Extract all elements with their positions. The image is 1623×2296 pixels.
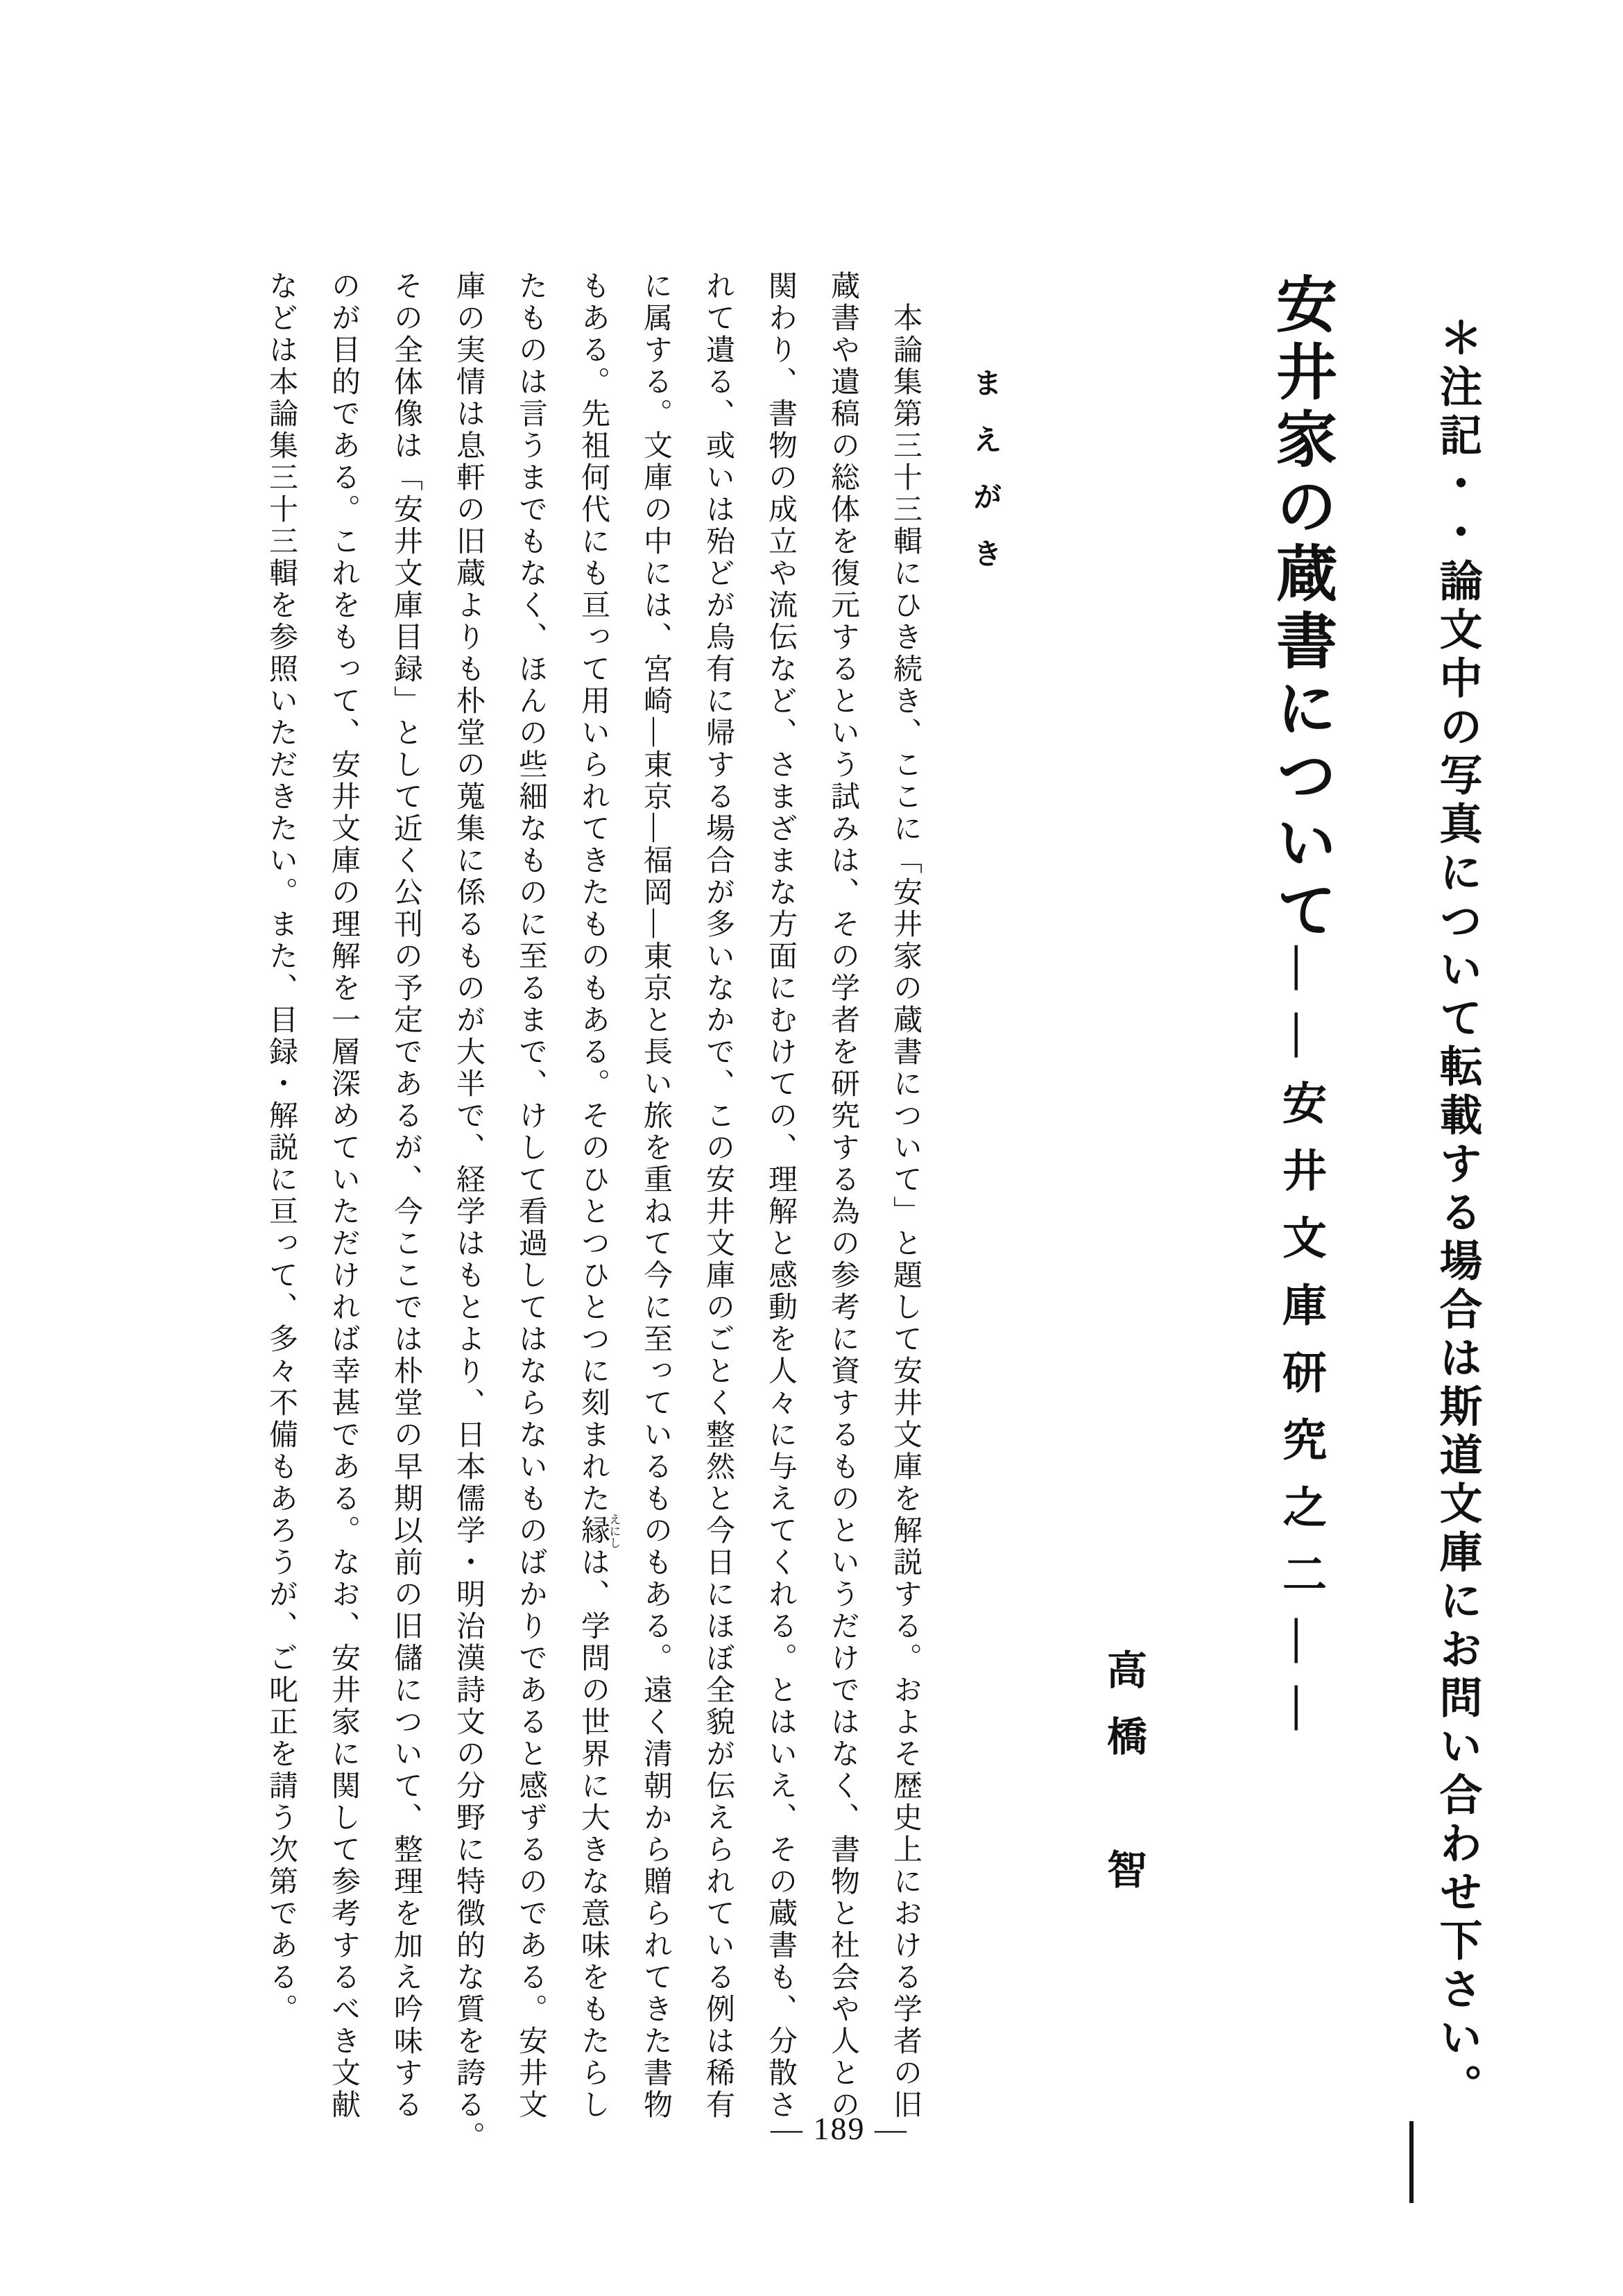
body-column-6-after: は、学問の世界に大きな意味をもたらし [577, 1547, 609, 2121]
author-name: 高橋 智 [1101, 1649, 1146, 1915]
reproduction-notice: ＊注記・・論文中の写真について転載する場合は斯道文庫にお問い合わせ下さい。 [1433, 316, 1480, 2112]
body-column-10: のが目的である。これをもって、安井文庫の理解を一層深めていただければ幸甚である。なお、安井家に関して参考するべき文献 [327, 271, 359, 2121]
article-title [1257, 273, 1344, 1753]
body-column-1: 本論集第三十三輯にひき続き、ここに「安井家の蔵書について」と題して安井文庫を解説する。およそ歴史上における学者の旧 [889, 302, 921, 2121]
body-column-8: 庫の実情は息軒の旧蔵よりも朴堂の蒐集に係るものが大半で、経学はもとより、日本儒学・明治漢詩文の分野に特徴的な質を誇る。 [452, 271, 484, 2153]
body-column-6 [562, 271, 624, 2171]
body-column-4: れて遺る、或いは殆どが烏有に帰する場合が多いなかで、この安井文庫のごとく整然と今日にほぼ全貌が伝えられている例は稀有 [702, 271, 734, 2121]
body-column-5: に属する。文庫の中には、宮崎―東京―福岡―東京と長い旅を重ねて今に至っているものもある。遠く清朝から贈られてきた書物 [639, 271, 671, 2121]
section-heading-preface: まえがき [969, 368, 1001, 595]
body-column-11: などは本論集三十三輯を参照いただきたい。また、目録・解説に亘って、多々不備もあろうが、ご叱正を請う次第である。 [265, 271, 297, 2025]
body-column-6-before: もある。先祖何代にも亘って用いられてきたものもある。そのひとつひとつに刻まれた [577, 271, 609, 1515]
body-column-3: 関わり、書物の成立や流伝など、さまざまな方面にむけての、理解と感動を人々に与えてくれる。とはいえ、その蔵書も、分散さ [764, 271, 796, 2121]
body-column-9: その全体像は「安井文庫目録」として近く公刊の予定であるが、今ここでは朴堂の早期以前の旧儲について、整理を加え吟味する [390, 271, 422, 2121]
body-column-7: たものは言うまでもなく、ほんの些細なものに至るまで、けして看過してはならないものばかりであると感ずるのである。安井文 [515, 271, 547, 2121]
furigana-base: 縁 [577, 1513, 609, 1549]
furigana-reading: えにし [607, 1513, 621, 1549]
article-title-subtitle: ――安井文庫研究之二―― [1276, 945, 1325, 1753]
fold-mark-line [1409, 2121, 1414, 2203]
furigana-ruby [577, 1513, 621, 1549]
page-number: — 189 — [771, 2111, 908, 2146]
body-column-2: 蔵書や遺稿の総体を復元するという試みは、その学者を研究する為の参考に資するものというだけではなく、書物と社会や人との [827, 271, 859, 2121]
body-text [250, 271, 936, 2171]
article-title-main: 安井家の蔵書について [1267, 273, 1334, 945]
